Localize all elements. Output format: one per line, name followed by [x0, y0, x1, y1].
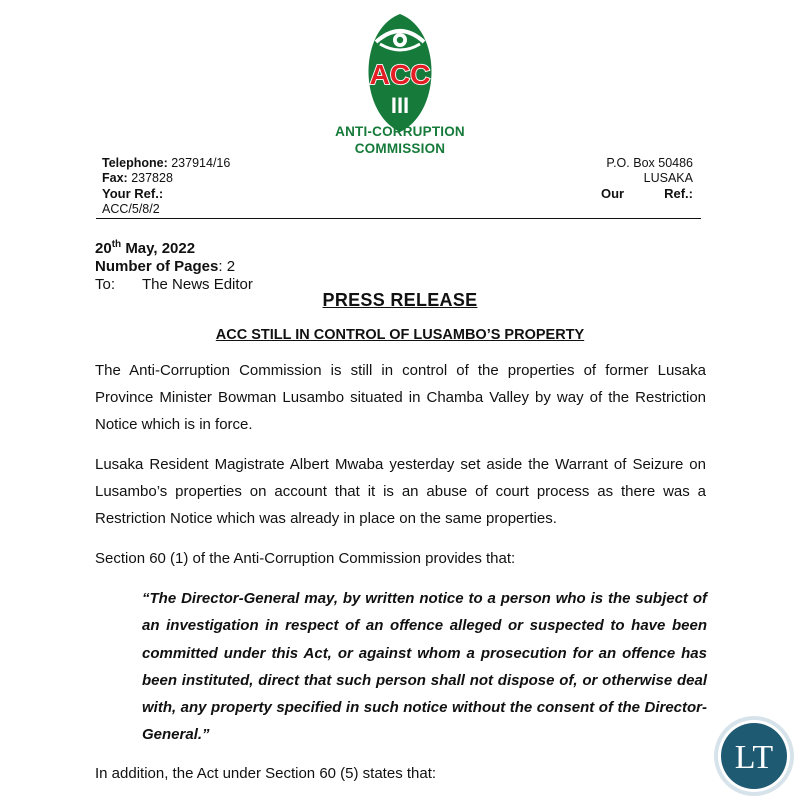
org-name-line2: COMMISSION: [354, 141, 446, 156]
acc-logo-emblem: [350, 12, 450, 134]
your-ref-value: ACC/5/8/2: [102, 202, 160, 216]
contact-block-right: [493, 156, 693, 201]
recipient: To: The News Editor: [95, 276, 253, 293]
lt-watermark-badge: [712, 714, 796, 798]
our-ref-word2: Ref.:: [664, 186, 693, 201]
legal-quote: “The Director-General may, by written notice to a person who is the subject of an investigation in respect of an offence alleged or suspected to have been committed under this Act, or against whom a prosecution for an offence has been instituted, direct that such person shall not dispose of, or otherwise deal with, any property specified in such notice without the consent of the Director-General.”: [142, 590, 707, 744]
your-ref-label: Your Ref.:: [102, 186, 164, 201]
lt-watermark-text: LT: [734, 739, 774, 776]
telephone-label: Telephone:: [102, 156, 168, 170]
po-box: P.O. Box 50486: [606, 156, 693, 170]
release-meta: [95, 236, 253, 294]
fax-value: 237828: [131, 171, 173, 185]
contact-block-left: [102, 156, 362, 217]
paragraph-4: In addition, the Act under Section 60 (5) states that:: [95, 765, 437, 782]
our-ref-word1: Our: [601, 186, 625, 201]
logo-acc-text: ACC: [369, 59, 431, 90]
release-headline: ACC STILL IN CONTROL OF LUSAMBO’S PROPERTY: [215, 327, 585, 343]
paragraph-1: The Anti-Corruption Commission is still in control of the properties of former Lusaka Province Minister Bowman Lusambo situated in Chamba Valley by way of the Restriction Notice which is in force.: [95, 362, 706, 433]
telephone-value: 237914/16: [171, 156, 231, 170]
paragraph-2: Lusaka Resident Magistrate Albert Mwaba yesterday set aside the Warrant of Seizure on Lusambo’s properties on account that it is an abuse of court process as there was a Restriction Notice which was already in place on the same properties.: [95, 456, 706, 527]
header-divider: [96, 218, 701, 219]
logo-numeral: III: [390, 93, 410, 118]
page-title: PRESS RELEASE: [322, 290, 478, 310]
org-name-line1: ANTI-CORRUPTION: [335, 124, 465, 139]
paragraph-3: Section 60 (1) of the Anti-Corruption Commission provides that:: [95, 550, 516, 567]
city: LUSAKA: [643, 171, 693, 185]
our-ref-label: [601, 186, 693, 201]
fax-label: Fax:: [102, 171, 128, 185]
release-date: 20th May, 2022: [95, 239, 196, 257]
number-of-pages: Number of Pages: 2: [95, 258, 236, 275]
